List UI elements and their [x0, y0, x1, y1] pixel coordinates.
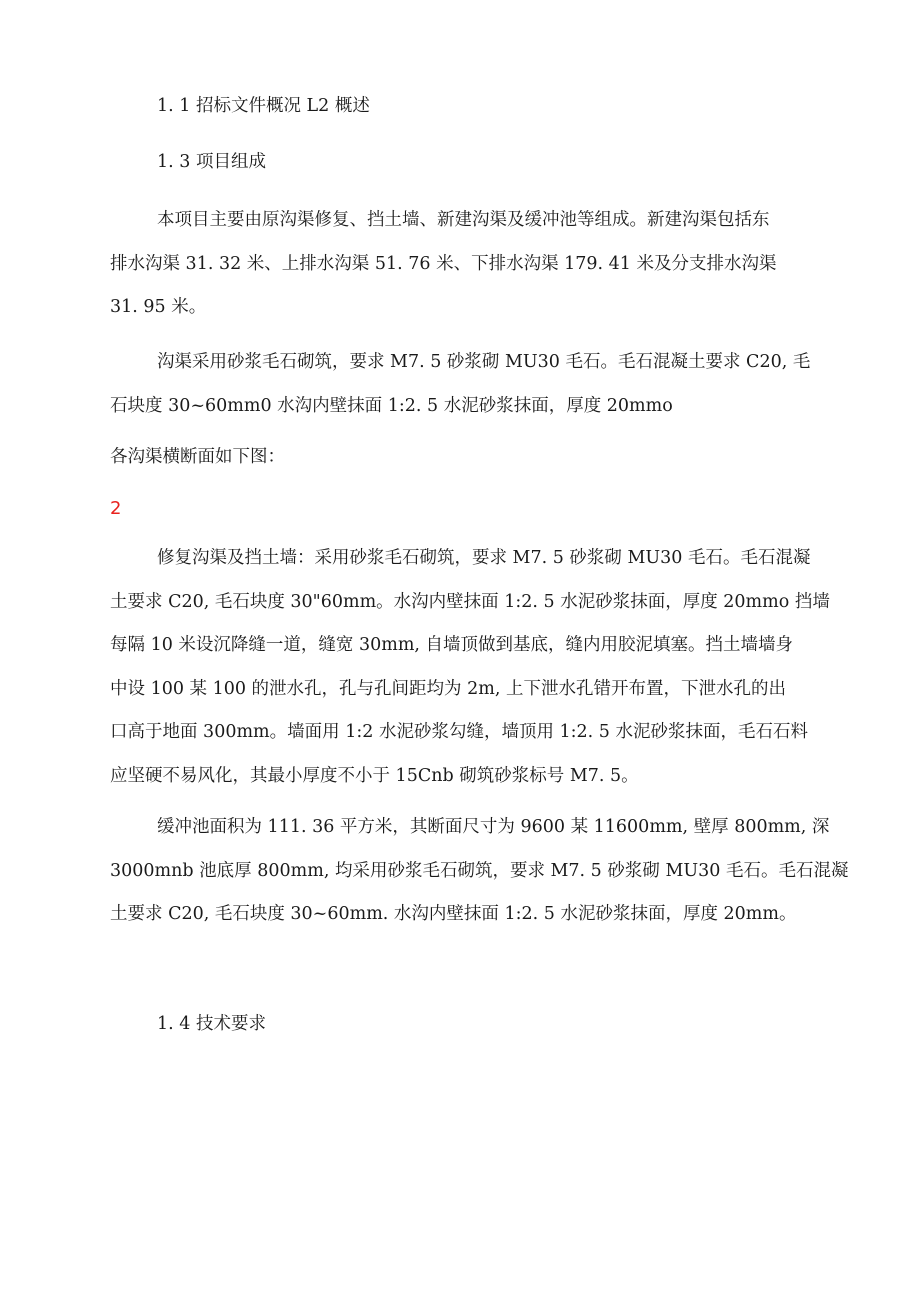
paragraph-line: 本项目主要由原沟渠修复、挡土墙、新建沟渠及缓冲池等组成。新建沟渠包括东: [157, 210, 770, 230]
paragraph-line: 排水沟渠 31. 32 米、上排水沟渠 51. 76 米、下排水沟渠 179. 41 米及分支排水沟渠: [110, 253, 777, 274]
paragraph-line: 中设 100 某 100 的泄水孔，孔与孔间距均为 2m, 上下泄水孔错开布置，下泄水孔的出: [110, 678, 786, 699]
figure-number: 2: [110, 498, 122, 519]
paragraph-line: 每隔 10 米设沉降缝一道，缝宽 30mm, 自墙顶做到基底，缝内用胶泥填塞。挡土墙墙身: [110, 635, 794, 655]
paragraph-line: 沟渠采用砂浆毛石砌筑，要求 M7. 5 砂浆砌 MU30 毛石。毛石混凝土要求 C20, 毛: [157, 352, 811, 372]
paragraph-line: 土要求 C20, 毛石块度 30~60mm. 水沟内壁抹面 1:2. 5 水泥砂浆抹面，厚度 20mm。: [110, 904, 797, 924]
paragraph-line: 修复沟渠及挡土墙：采用砂浆毛石砌筑，要求 M7. 5 砂浆砌 MU30 毛石。毛石混凝: [157, 548, 811, 568]
paragraph-line: 缓冲池面积为 111. 36 平方米，其断面尺寸为 9600 某 11600mm, 壁厚 800mm, 深: [157, 817, 830, 837]
paragraph-channel-spec: [110, 341, 810, 428]
paragraph-repair-retaining-wall: [110, 537, 830, 798]
paragraph-line: 3000mnb 池底厚 800mm, 均采用砂浆毛石砌筑，要求 M7. 5 砂浆砌 MU30 毛石。毛石混凝: [110, 860, 849, 881]
heading-1-3: 1. 3 项目组成: [157, 152, 266, 172]
paragraph-line: 石块度 30~60mm0 水沟内壁抹面 1:2. 5 水泥砂浆抹面，厚度 20mmo: [110, 395, 673, 416]
paragraph-line: 口高于地面 300mm。墙面用 1:2 水泥砂浆勾缝，墙顶用 1:2. 5 水泥砂浆抹面，毛石石料: [110, 722, 808, 742]
paragraph-line: 土要求 C20, 毛石块度 30"60mm。水沟内壁抹面 1:2. 5 水泥砂浆抹面，厚度 20mmo 挡墙: [110, 591, 830, 612]
paragraph-project-composition: [110, 199, 777, 330]
paragraph-buffer-pool: [110, 806, 848, 937]
section-label-cross-sections: 各沟渠横断面如下图：: [110, 447, 285, 467]
heading-1-4: 1. 4 技术要求: [157, 1014, 266, 1034]
paragraph-line: 应坚硬不易风化，其最小厚度不小于 15Cnb 砌筑砂浆标号 M7. 5。: [110, 765, 639, 786]
heading-1-1: 1. 1 招标文件概况 L2 概述: [157, 96, 370, 116]
paragraph-line: 31. 95 米。: [110, 297, 207, 317]
